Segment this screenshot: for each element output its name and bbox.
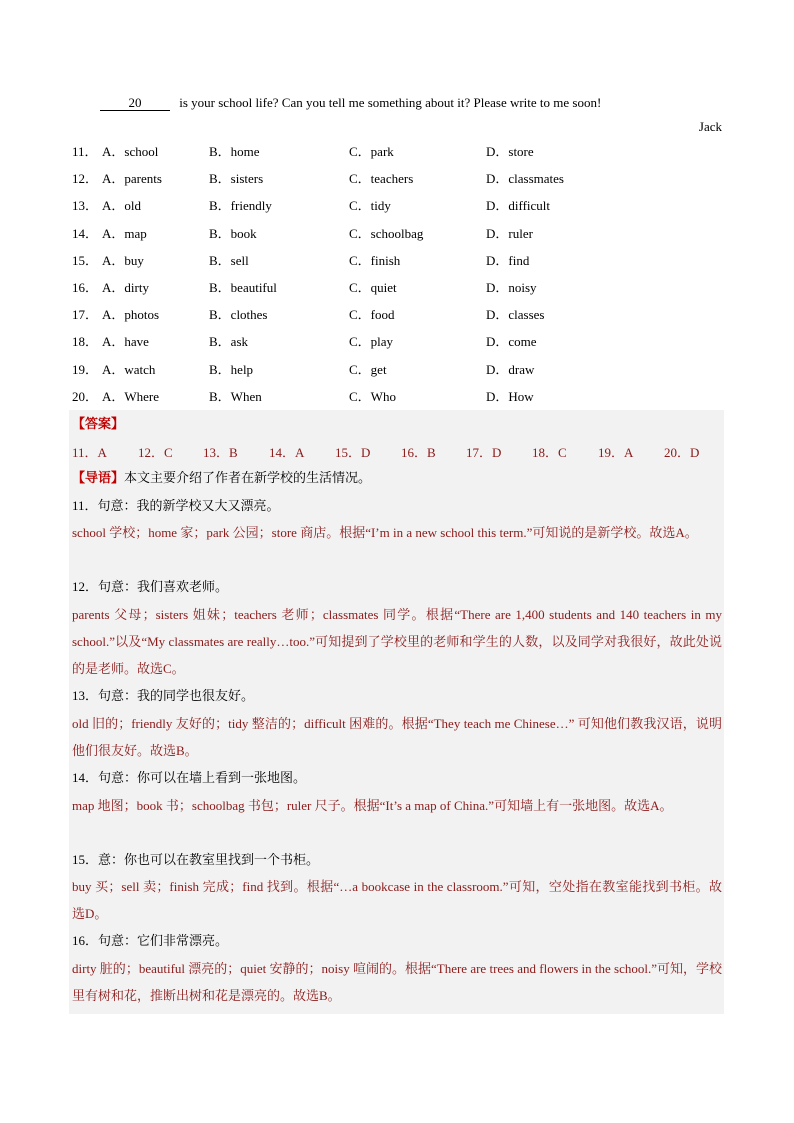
option-c: C．food (349, 307, 395, 323)
option-c: C．play (349, 334, 394, 350)
option-d: D．difficult (486, 198, 551, 214)
option-d: D．draw (486, 361, 535, 377)
option-row-12 (72, 169, 732, 196)
question-number: 20． (72, 388, 99, 404)
option-d: D．noisy (486, 279, 537, 295)
explanation-11-head: 11．句意：我的新学校又大又漂亮。 (72, 498, 280, 513)
option-d: D．classes (486, 307, 545, 323)
options-list (72, 142, 732, 414)
option-d: D．How (486, 388, 534, 404)
option-c: C．get (349, 361, 387, 377)
answer-key: 15．D (335, 445, 371, 460)
explanation-12-head: 12．句意：我们喜欢老师。 (72, 579, 229, 594)
blank-20: 20 (100, 96, 170, 111)
option-b: B．friendly (209, 198, 272, 214)
guide-line (72, 468, 371, 488)
question-number: 17． (72, 307, 99, 323)
option-d: D．find (486, 252, 530, 268)
question-number: 13． (72, 198, 99, 214)
answer-key: 19．A (598, 445, 634, 460)
option-a: A．school (102, 144, 159, 159)
explanation-13-body: old 旧的；friendly 友好的；tidy 整洁的；difficult 困难的。根据“They teach me Chinese…” 可知他们教我汉语，说明他们很友好。故选B。 (72, 716, 722, 758)
option-b: B．help (209, 361, 254, 377)
option-d: D．classmates (486, 171, 564, 187)
answer-key: 20．D (664, 445, 700, 460)
answer-key: 13．B (203, 445, 238, 460)
explanation-16-body: dirty 脏的；beautiful 漂亮的；quiet 安静的；noisy 喧闹的。根据“There are trees and flowers in the school.”可知，学校里有树和花，推断出树和花是漂亮的。故选B。 (72, 961, 722, 1003)
option-d: D．come (486, 334, 537, 350)
option-row-14 (72, 224, 732, 251)
option-b: B．sisters (209, 171, 264, 187)
explanation-14-body: map 地图；book 书；schoolbag 书包；ruler 尺子。根据“It’s a map of China.”可知墙上有一张地图。故选A。 (72, 798, 673, 813)
explanation-11-body: school 学校；home 家；park 公园；store 商店。根据“I’m in a new school this term.”可知说的是新学校。故选A。 (72, 525, 698, 540)
option-a: A．map (102, 225, 147, 241)
question-number: 18． (72, 334, 99, 350)
option-c: C．finish (349, 252, 401, 268)
option-a: A．photos (102, 307, 160, 323)
question-number: 16． (72, 279, 99, 295)
answer-key: 18．C (532, 445, 567, 460)
guide-text: 本文主要介绍了作者在新学校的生活情况。 (124, 470, 372, 485)
option-row-11 (72, 142, 732, 169)
answer-key: 12．C (138, 445, 173, 460)
option-a: A．dirty (102, 279, 149, 295)
option-c: C．teachers (349, 171, 414, 187)
option-a: A．Where (102, 388, 160, 404)
option-d: D．ruler (486, 225, 533, 241)
question-number: 19． (72, 361, 99, 377)
option-c: C．tidy (349, 198, 391, 214)
option-a: A．have (102, 334, 149, 350)
option-d: D．store (486, 144, 534, 159)
answer-keys (72, 440, 722, 462)
passage-text: is your school life? Can you tell me something about it? Please write to me soon! (179, 95, 602, 110)
option-b: B．ask (209, 334, 249, 350)
option-row-18 (72, 332, 732, 359)
answer-key: 16．B (401, 445, 436, 460)
option-c: C．quiet (349, 279, 397, 295)
passage-last-line (100, 94, 601, 112)
question-number: 15． (72, 252, 99, 268)
option-a: A．parents (102, 171, 162, 187)
explanation-12-body: parents 父母；sisters 姐妹；teachers 老师；classmates 同学。根据“There are 1,400 students and 140 teachers in my school.”以及“My classmates are really…too.”可知提到了学校里的老师和学生的人数，以及同学对我很好，故此处说的是老师。故选C。 (72, 607, 722, 676)
option-row-13 (72, 196, 732, 223)
answer-key: 14．A (269, 445, 305, 460)
option-c: C．Who (349, 388, 396, 404)
option-a: A．buy (102, 252, 144, 268)
explanation-15-body: buy 买；sell 卖；finish 完成；find 找到。根据“…a bookcase in the classroom.”可知，空处指在教室能找到书柜。故选D。 (72, 879, 722, 921)
explanation-13-head: 13．句意：我的同学也很友好。 (72, 688, 255, 703)
option-row-19 (72, 360, 732, 387)
option-b: B．beautiful (209, 279, 277, 295)
option-b: B．clothes (209, 307, 268, 323)
answer-key: 17．D (466, 445, 502, 460)
option-c: C．schoolbag (349, 225, 424, 241)
option-b: B．When (209, 388, 262, 404)
explanation-15-head: 15．意：你也可以在教室里找到一个书柜。 (72, 852, 320, 867)
guide-label: 【导语】 (72, 470, 125, 485)
option-b: B．home (209, 144, 260, 159)
option-b: B．book (209, 225, 257, 241)
question-number: 12． (72, 171, 99, 187)
answer-key: 11．A (72, 445, 107, 460)
explanation-16-head: 16．句意：它们非常漂亮。 (72, 933, 229, 948)
option-a: A．old (102, 198, 142, 214)
option-row-16 (72, 278, 732, 305)
option-a: A．watch (102, 361, 156, 377)
question-number: 11． (72, 144, 98, 159)
explanation-14-head: 14．句意：你可以在墙上看到一张地图。 (72, 770, 307, 785)
option-b: B．sell (209, 252, 249, 268)
option-c: C．park (349, 144, 394, 159)
answer-section (69, 410, 724, 1014)
question-number: 14． (72, 225, 99, 241)
letter-signature: Jack (698, 119, 722, 134)
option-row-17 (72, 305, 732, 332)
answer-label: 【答案】 (72, 416, 125, 431)
option-row-15 (72, 251, 732, 278)
